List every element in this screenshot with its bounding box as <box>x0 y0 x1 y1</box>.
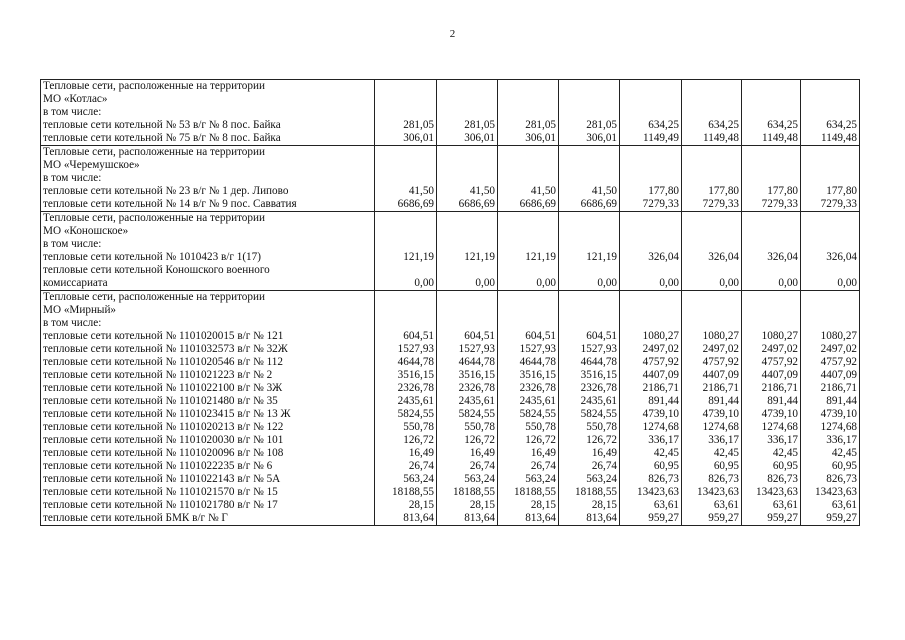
value: 563,24 <box>403 473 434 485</box>
group-label-cell <box>41 212 375 291</box>
value: 18188,55 <box>453 486 495 498</box>
value: 326,04 <box>708 251 739 263</box>
value: 959,27 <box>708 512 739 524</box>
value: 16,49 <box>530 447 556 459</box>
value: 13423,63 <box>815 486 857 498</box>
value-cell <box>498 212 559 291</box>
value: 126,72 <box>586 434 617 446</box>
value: 26,74 <box>469 460 495 472</box>
value: 1149,48 <box>703 132 739 144</box>
row-label: комиссариата <box>43 277 108 289</box>
value-cell <box>559 212 620 291</box>
value-cell <box>375 80 437 146</box>
spacer <box>803 264 857 277</box>
value: 6686,69 <box>458 198 495 210</box>
value: 1274,68 <box>702 421 739 433</box>
value: 550,78 <box>464 421 495 433</box>
row-label: тепловые сети котельной № 1101022235 в/г № 6 <box>43 460 273 472</box>
group-header-line: Тепловые сети, расположенные на территории <box>43 146 265 158</box>
value: 604,51 <box>525 330 556 342</box>
value: 42,45 <box>713 447 739 459</box>
value: 4739,10 <box>702 408 739 420</box>
value: 306,01 <box>525 132 556 144</box>
value: 121,19 <box>403 251 434 263</box>
value: 326,04 <box>767 251 798 263</box>
value: 121,19 <box>525 251 556 263</box>
value: 13423,63 <box>637 486 679 498</box>
row-label: тепловые сети котельной № 1101022100 в/г № 3Ж <box>43 382 283 394</box>
spacer <box>622 264 679 277</box>
row-label: тепловые сети котельной № 1101022143 в/г № 5А <box>43 473 281 485</box>
value: 1274,68 <box>820 421 857 433</box>
value: 336,17 <box>826 434 857 446</box>
value: 177,80 <box>826 185 857 197</box>
value: 4644,78 <box>519 356 556 368</box>
value: 4407,09 <box>761 369 798 381</box>
value: 13423,63 <box>756 486 798 498</box>
table-body <box>41 80 860 526</box>
value: 13423,63 <box>697 486 739 498</box>
row-label: тепловые сети котельной № 1101020096 в/г № 108 <box>43 447 284 459</box>
spacer <box>500 264 556 277</box>
value-cell <box>375 212 437 291</box>
value-cell <box>801 80 860 146</box>
value-cell <box>742 291 801 526</box>
row-label: тепловые сети котельной № 1101021480 в/г № 35 <box>43 395 278 407</box>
group-label-cell <box>41 146 375 212</box>
value: 891,44 <box>826 395 857 407</box>
spacer <box>377 264 434 277</box>
value-cell <box>620 212 682 291</box>
value: 2435,61 <box>397 395 434 407</box>
value-cell <box>801 212 860 291</box>
value-cell <box>437 212 498 291</box>
value-cell <box>559 80 620 146</box>
value: 6686,69 <box>580 198 617 210</box>
value: 2326,78 <box>458 382 495 394</box>
value: 126,72 <box>525 434 556 446</box>
value: 604,51 <box>464 330 495 342</box>
value: 6686,69 <box>397 198 434 210</box>
value: 0,00 <box>837 277 857 289</box>
value-cell <box>437 80 498 146</box>
value: 326,04 <box>826 251 857 263</box>
value: 891,44 <box>648 395 679 407</box>
group-0 <box>41 80 860 146</box>
value: 121,19 <box>586 251 617 263</box>
group-header-line: МО «Черемушское» <box>43 159 140 171</box>
value: 16,49 <box>408 447 434 459</box>
value: 0,00 <box>475 277 495 289</box>
value: 1274,68 <box>761 421 798 433</box>
value: 63,61 <box>772 499 798 511</box>
value: 28,15 <box>591 499 617 511</box>
value-cell <box>375 146 437 212</box>
value: 1080,27 <box>820 330 857 342</box>
value: 336,17 <box>648 434 679 446</box>
value: 2435,61 <box>519 395 556 407</box>
value: 4644,78 <box>580 356 617 368</box>
value: 2497,02 <box>642 343 679 355</box>
row-label: тепловые сети котельной № 14 в/г № 9 пос. Савватия <box>43 198 297 210</box>
group-header-line: в том числе: <box>43 106 102 118</box>
value: 42,45 <box>653 447 679 459</box>
value: 826,73 <box>708 473 739 485</box>
value: 604,51 <box>403 330 434 342</box>
value-cell <box>498 291 559 526</box>
value-cell <box>437 146 498 212</box>
value: 1527,93 <box>458 343 495 355</box>
value: 3516,15 <box>458 369 495 381</box>
value: 0,00 <box>536 277 556 289</box>
group-1 <box>41 146 860 212</box>
value: 26,74 <box>408 460 434 472</box>
value: 336,17 <box>708 434 739 446</box>
value: 326,04 <box>648 251 679 263</box>
value: 63,61 <box>831 499 857 511</box>
value-cell <box>801 291 860 526</box>
value: 959,27 <box>648 512 679 524</box>
row-label: тепловые сети котельной № 1101021780 в/г № 17 <box>43 499 278 511</box>
group-2 <box>41 212 860 291</box>
value: 2326,78 <box>397 382 434 394</box>
value: 336,17 <box>767 434 798 446</box>
group-header-line: МО «Мирный» <box>43 304 117 316</box>
value: 177,80 <box>767 185 798 197</box>
spacer <box>744 264 798 277</box>
row-label: тепловые сети котельной № 75 в/г № 8 пос. Байка <box>43 132 281 144</box>
row-label: тепловые сети котельной № 1101020015 в/г № 121 <box>43 330 284 342</box>
value: 0,00 <box>778 277 798 289</box>
value: 3516,15 <box>519 369 556 381</box>
value: 563,24 <box>464 473 495 485</box>
value: 826,73 <box>767 473 798 485</box>
value: 18188,55 <box>514 486 556 498</box>
value: 26,74 <box>530 460 556 472</box>
value: 18188,55 <box>575 486 617 498</box>
value: 2326,78 <box>519 382 556 394</box>
value: 5824,55 <box>458 408 495 420</box>
value: 563,24 <box>586 473 617 485</box>
value: 28,15 <box>469 499 495 511</box>
row-label: тепловые сети котельной БМК в/г № Г <box>43 512 228 524</box>
heat-networks-table <box>40 79 860 526</box>
value-cell <box>620 80 682 146</box>
group-header-line: Тепловые сети, расположенные на территории <box>43 212 265 224</box>
value: 63,61 <box>713 499 739 511</box>
value: 6686,69 <box>519 198 556 210</box>
value: 959,27 <box>826 512 857 524</box>
value: 4757,92 <box>642 356 679 368</box>
value: 4739,10 <box>642 408 679 420</box>
value: 4407,09 <box>642 369 679 381</box>
value: 2186,71 <box>761 382 798 394</box>
value-cell <box>682 146 742 212</box>
value: 550,78 <box>403 421 434 433</box>
value: 1274,68 <box>642 421 679 433</box>
value: 7279,33 <box>761 198 798 210</box>
value: 177,80 <box>708 185 739 197</box>
value-cell <box>559 291 620 526</box>
value: 1080,27 <box>702 330 739 342</box>
value: 60,95 <box>772 460 798 472</box>
value: 281,05 <box>403 119 434 131</box>
group-header-line: МО «Котлас» <box>43 93 108 105</box>
value: 0,00 <box>597 277 617 289</box>
value-cell <box>620 146 682 212</box>
value: 1149,49 <box>643 132 679 144</box>
value: 4739,10 <box>761 408 798 420</box>
value: 16,49 <box>591 447 617 459</box>
value: 60,95 <box>713 460 739 472</box>
value: 604,51 <box>586 330 617 342</box>
value: 959,27 <box>767 512 798 524</box>
value: 306,01 <box>403 132 434 144</box>
value-cell <box>498 146 559 212</box>
value: 2435,61 <box>580 395 617 407</box>
value: 5824,55 <box>580 408 617 420</box>
value: 7279,33 <box>702 198 739 210</box>
value: 563,24 <box>525 473 556 485</box>
value: 42,45 <box>831 447 857 459</box>
value: 41,50 <box>469 185 495 197</box>
group-3 <box>41 291 860 526</box>
value: 4757,92 <box>761 356 798 368</box>
value: 2497,02 <box>702 343 739 355</box>
value-cell <box>559 146 620 212</box>
group-label-cell <box>41 80 375 146</box>
value: 26,74 <box>591 460 617 472</box>
value: 4407,09 <box>702 369 739 381</box>
value: 4644,78 <box>397 356 434 368</box>
value: 4644,78 <box>458 356 495 368</box>
value: 826,73 <box>826 473 857 485</box>
row-label: тепловые сети котельной № 1101020546 в/г № 112 <box>43 356 283 368</box>
row-label: тепловые сети котельной № 1101020030 в/г № 101 <box>43 434 284 446</box>
value: 813,64 <box>403 512 434 524</box>
value: 60,95 <box>653 460 679 472</box>
row-label: тепловые сети котельной № 1010423 в/г 1(17) <box>43 251 261 263</box>
row-label: тепловые сети котельной № 53 в/г № 8 пос. Байка <box>43 119 281 131</box>
value: 306,01 <box>586 132 617 144</box>
value: 3516,15 <box>397 369 434 381</box>
value: 4407,09 <box>820 369 857 381</box>
value: 41,50 <box>591 185 617 197</box>
value-cell <box>682 80 742 146</box>
value: 41,50 <box>530 185 556 197</box>
value: 126,72 <box>464 434 495 446</box>
value: 813,64 <box>525 512 556 524</box>
value: 4739,10 <box>820 408 857 420</box>
value: 891,44 <box>767 395 798 407</box>
value: 1527,93 <box>580 343 617 355</box>
value: 2435,61 <box>458 395 495 407</box>
value: 2186,71 <box>702 382 739 394</box>
group-header-line: в том числе: <box>43 238 102 250</box>
value: 813,64 <box>464 512 495 524</box>
value: 2186,71 <box>642 382 679 394</box>
value: 28,15 <box>530 499 556 511</box>
value-cell <box>437 291 498 526</box>
value: 5824,55 <box>519 408 556 420</box>
value: 306,01 <box>464 132 495 144</box>
spacer <box>684 264 739 277</box>
value: 1527,93 <box>519 343 556 355</box>
group-header-line: в том числе: <box>43 172 102 184</box>
value: 7279,33 <box>642 198 679 210</box>
value: 634,25 <box>826 119 857 131</box>
value: 550,78 <box>525 421 556 433</box>
value: 60,95 <box>831 460 857 472</box>
value: 634,25 <box>767 119 798 131</box>
row-label: тепловые сети котельной Коношского военного <box>43 264 270 276</box>
row-label: тепловые сети котельной № 23 в/г № 1 дер. Липово <box>43 185 289 197</box>
value-cell <box>742 80 801 146</box>
value: 1080,27 <box>761 330 798 342</box>
group-header-line: в том числе: <box>43 317 102 329</box>
value: 16,49 <box>469 447 495 459</box>
value-cell <box>742 212 801 291</box>
value: 281,05 <box>586 119 617 131</box>
value-cell <box>682 291 742 526</box>
value: 891,44 <box>708 395 739 407</box>
value: 0,00 <box>719 277 739 289</box>
group-header-line: Тепловые сети, расположенные на территории <box>43 291 265 303</box>
value: 281,05 <box>525 119 556 131</box>
value: 42,45 <box>772 447 798 459</box>
value: 826,73 <box>648 473 679 485</box>
value: 813,64 <box>586 512 617 524</box>
value: 281,05 <box>464 119 495 131</box>
spacer <box>439 264 495 277</box>
value: 4757,92 <box>702 356 739 368</box>
value-cell <box>620 291 682 526</box>
value: 7279,33 <box>820 198 857 210</box>
row-label: тепловые сети котельной № 1101021223 в/г № 2 <box>43 369 273 381</box>
value: 18188,55 <box>392 486 434 498</box>
group-header-line: МО «Коношское» <box>43 225 129 237</box>
row-label: тепловые сети котельной № 1101032573 в/г № 32Ж <box>43 343 288 355</box>
group-header-line: Тепловые сети, расположенные на территории <box>43 80 265 92</box>
value-cell <box>682 212 742 291</box>
value: 2497,02 <box>820 343 857 355</box>
value: 0,00 <box>414 277 434 289</box>
value: 550,78 <box>586 421 617 433</box>
row-label: тепловые сети котельной № 1101021570 в/г № 15 <box>43 486 278 498</box>
value: 2326,78 <box>580 382 617 394</box>
value: 28,15 <box>408 499 434 511</box>
value-cell <box>498 80 559 146</box>
value-cell <box>742 146 801 212</box>
value: 126,72 <box>403 434 434 446</box>
page-number: 2 <box>449 28 456 40</box>
value: 41,50 <box>408 185 434 197</box>
value: 63,61 <box>653 499 679 511</box>
spacer <box>561 264 617 277</box>
value: 3516,15 <box>580 369 617 381</box>
value-cell <box>801 146 860 212</box>
value: 1149,48 <box>762 132 798 144</box>
row-label: тепловые сети котельной № 1101023415 в/г № 13 Ж <box>43 408 291 420</box>
value: 634,25 <box>648 119 679 131</box>
value: 0,00 <box>659 277 679 289</box>
value: 1149,48 <box>821 132 857 144</box>
value: 5824,55 <box>397 408 434 420</box>
value: 2497,02 <box>761 343 798 355</box>
value: 2186,71 <box>820 382 857 394</box>
value: 121,19 <box>464 251 495 263</box>
value: 1527,93 <box>397 343 434 355</box>
row-label: тепловые сети котельной № 1101020213 в/г № 122 <box>43 421 284 433</box>
value: 634,25 <box>708 119 739 131</box>
value: 1080,27 <box>642 330 679 342</box>
value-cell <box>375 291 437 526</box>
value: 4757,92 <box>820 356 857 368</box>
value: 177,80 <box>648 185 679 197</box>
group-label-cell <box>41 291 375 526</box>
